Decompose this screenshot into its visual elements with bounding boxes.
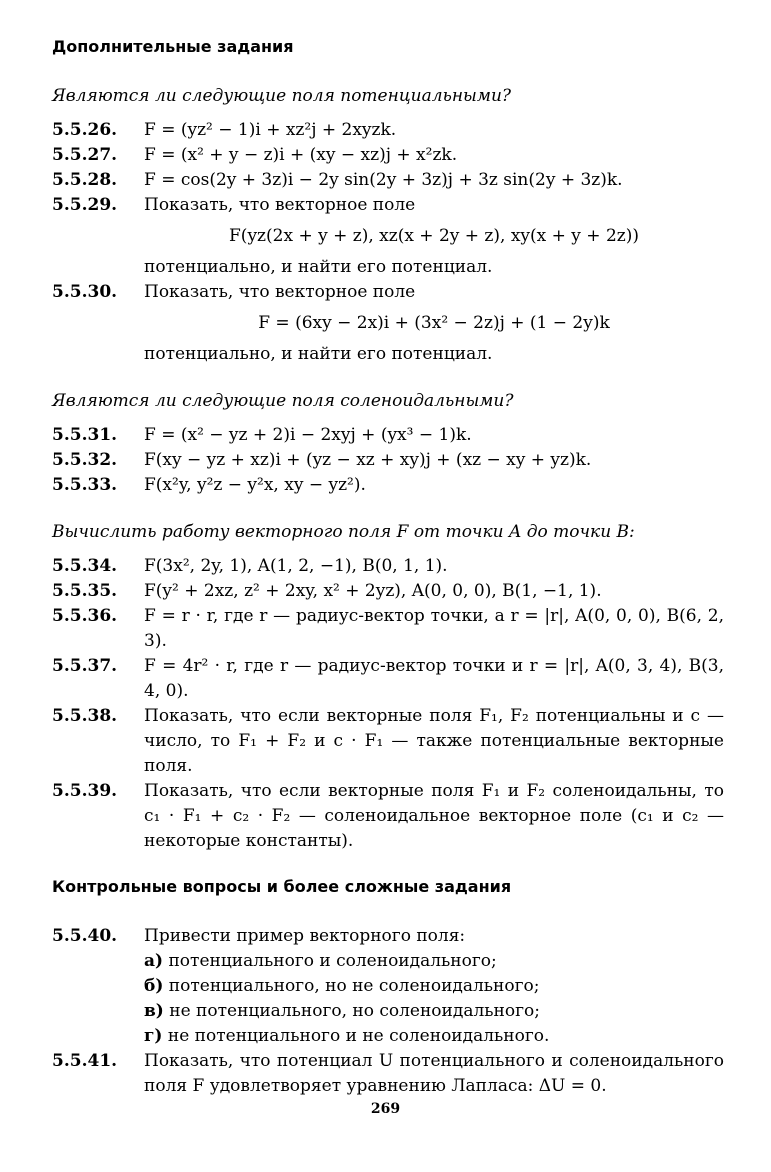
problem-5-5-41 bbox=[52, 1049, 724, 1099]
problem-text: Показать, что векторное поле bbox=[144, 282, 416, 302]
problem-number: 5.5.27. bbox=[52, 145, 118, 165]
problem-number: 5.5.29. bbox=[52, 195, 118, 215]
page-content bbox=[52, 36, 724, 1099]
problem-5-5-34 bbox=[52, 554, 724, 579]
problem-text: F = (x² − yz + 2)i − 2xyj + (yx³ − 1)k. bbox=[144, 425, 472, 445]
problem-text: F = r · r, где r — радиус-вектор точки, а r = |r|, A(0, 0, 0), B(6, 2, 3). bbox=[144, 606, 724, 651]
problem-number: 5.5.28. bbox=[52, 170, 118, 190]
problem-number: 5.5.41. bbox=[52, 1051, 118, 1071]
problem-formula: F = (6xy − 2x)i + (3x² − 2z)j + (1 − 2y)k bbox=[258, 313, 610, 333]
problem-number: 5.5.36. bbox=[52, 606, 118, 626]
section-heading-additional: Дополнительные задания bbox=[52, 37, 294, 56]
problem-5-5-36 bbox=[52, 604, 724, 654]
problem-number: 5.5.31. bbox=[52, 425, 118, 445]
problem-text: F = cos(2y + 3z)i − 2y sin(2y + 3z)j + 3z sin(2y + 3z)k. bbox=[144, 170, 623, 190]
problem-number: 5.5.30. bbox=[52, 282, 118, 302]
problem-5-5-29 bbox=[52, 193, 724, 280]
intro-work: Вычислить работу векторного поля F от точки A до точки B: bbox=[52, 522, 635, 542]
problem-text: Показать, что если векторные поля F₁, F₂ потенциальны и c — число, то F₁ + F₂ и c · F₁ — также потенциальные векторные поля. bbox=[144, 706, 724, 776]
problem-number: 5.5.33. bbox=[52, 475, 118, 495]
list-label: г) bbox=[144, 1026, 163, 1046]
problem-5-5-27 bbox=[52, 143, 724, 168]
problem-5-5-28 bbox=[52, 168, 724, 193]
list-label: а) bbox=[144, 951, 164, 971]
list-item: в) не потенциального, но соленоидального; bbox=[144, 1001, 540, 1021]
problem-5-5-39 bbox=[52, 779, 724, 854]
problem-number: 5.5.40. bbox=[52, 926, 118, 946]
problem-text-tail: потенциально, и найти его потенциал. bbox=[144, 257, 493, 277]
problem-number: 5.5.37. bbox=[52, 656, 118, 676]
problem-5-5-38 bbox=[52, 704, 724, 779]
problem-text: F(3x², 2y, 1), A(1, 2, −1), B(0, 1, 1). bbox=[144, 556, 448, 576]
intro-potential: Являются ли следующие поля потенциальными? bbox=[52, 86, 512, 106]
page-number: 269 bbox=[370, 1101, 401, 1117]
section-heading-control: Контрольные вопросы и более сложные задания bbox=[52, 877, 512, 896]
problem-number: 5.5.35. bbox=[52, 581, 118, 601]
problem-5-5-40 bbox=[52, 924, 724, 1049]
problem-5-5-37 bbox=[52, 654, 724, 704]
problem-text: F = (yz² − 1)i + xz²j + 2xyzk. bbox=[144, 120, 397, 140]
list-label: в) bbox=[144, 1001, 164, 1021]
list-label: б) bbox=[144, 976, 164, 996]
problem-text: Показать, что векторное поле bbox=[144, 195, 416, 215]
problem-text: F = 4r² · r, где r — радиус-вектор точки и r = |r|, A(0, 3, 4), B(3, 4, 0). bbox=[144, 656, 724, 701]
problem-number: 5.5.32. bbox=[52, 450, 118, 470]
problem-text: F(y² + 2xz, z² + 2xy, x² + 2yz), A(0, 0, 0), B(1, −1, 1). bbox=[144, 581, 602, 601]
list-item: г) не потенциального и не соленоидального. bbox=[144, 1026, 550, 1046]
problem-text: Показать, что если векторные поля F₁ и F₂ соленоидальны, то c₁ · F₁ + c₂ · F₂ — соленоидальное векторное поле (c₁ и c₂ — некоторые константы). bbox=[144, 781, 724, 851]
list-item: а) потенциального и соленоидального; bbox=[144, 951, 497, 971]
problem-5-5-32 bbox=[52, 448, 724, 473]
problem-text-tail: потенциально, и найти его потенциал. bbox=[144, 344, 493, 364]
problem-5-5-26 bbox=[52, 118, 724, 143]
problem-text: F(xy − yz + xz)i + (yz − xz + xy)j + (xz − xy + yz)k. bbox=[144, 450, 592, 470]
problem-number: 5.5.34. bbox=[52, 556, 118, 576]
problem-text: Показать, что потенциал U потенциального и соленоидального поля F удовлетворяет уравнению Лапласа: ΔU = 0. bbox=[144, 1051, 724, 1096]
problem-number: 5.5.39. bbox=[52, 781, 118, 801]
problem-5-5-31 bbox=[52, 423, 724, 448]
problem-text: F = (x² + y − z)i + (xy − xz)j + x²zk. bbox=[144, 145, 458, 165]
list-item: б) потенциального, но не соленоидального; bbox=[144, 976, 540, 996]
problem-text: Привести пример векторного поля: bbox=[144, 926, 466, 946]
problem-number: 5.5.26. bbox=[52, 120, 118, 140]
problem-formula: F(yz(2x + y + z), xz(x + 2y + z), xy(x + y + 2z)) bbox=[229, 226, 639, 246]
intro-solenoidal: Являются ли следующие поля соленоидальными? bbox=[52, 391, 514, 411]
problem-5-5-33 bbox=[52, 473, 724, 498]
problem-number: 5.5.38. bbox=[52, 706, 118, 726]
problem-5-5-30 bbox=[52, 280, 724, 367]
problem-5-5-35 bbox=[52, 579, 724, 604]
problem-text: F(x²y, y²z − y²x, xy − yz²). bbox=[144, 475, 366, 495]
